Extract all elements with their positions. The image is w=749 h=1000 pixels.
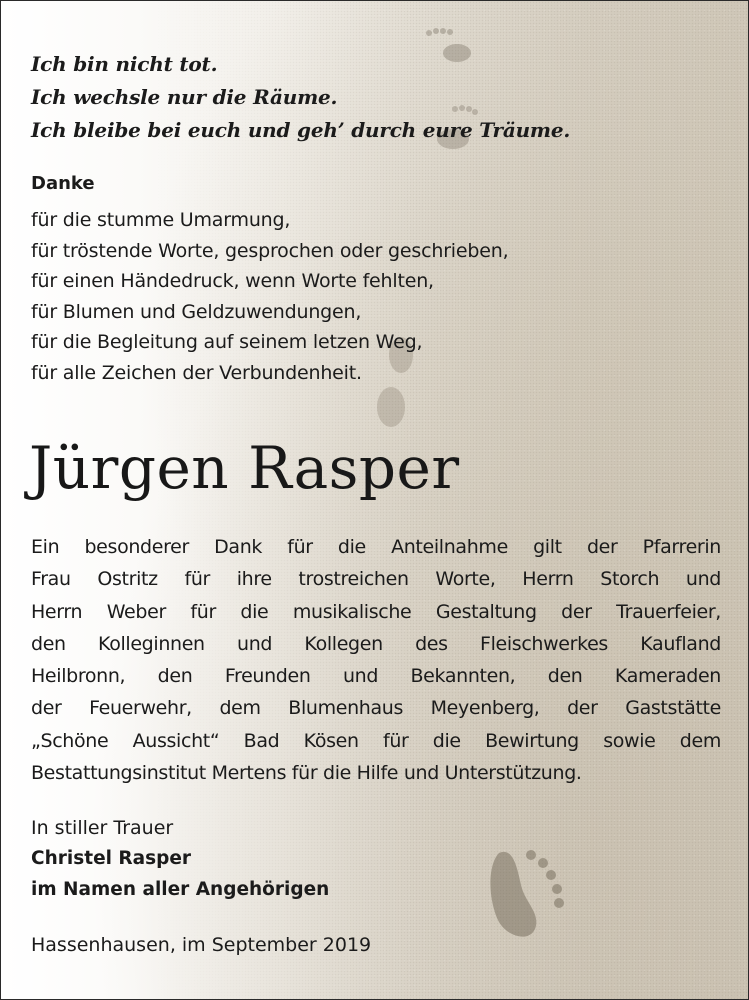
- thanks-line: für alle Zeichen der Verbundenheit.: [31, 361, 362, 384]
- poem-line: Ich wechsle nur die Räume.: [31, 85, 338, 109]
- acknowledgement-paragraph: [31, 531, 721, 789]
- poem-line: Ich bleibe bei euch und geh’ durch eure Träume.: [31, 118, 571, 142]
- acknowledgement-line: der Feuerwehr, dem Blumenhaus Meyenberg, der Gaststätte: [31, 697, 721, 720]
- signature-family: im Namen aller Angehörigen: [31, 879, 330, 900]
- acknowledgement-line: Heilbronn, den Freunden und Bekannten, den Kameraden: [31, 665, 721, 688]
- thanks-heading: Danke: [31, 173, 95, 194]
- deceased-name: Jürgen Rasper: [29, 434, 460, 502]
- acknowledgement-line: Bestattungsinstitut Mertens für die Hilfe und Unterstützung.: [31, 762, 582, 785]
- thanks-list: [31, 205, 508, 388]
- acknowledgement-line: Ein besonderer Dank für die Anteilnahme gilt der Pfarrerin: [31, 536, 721, 558]
- acknowledgement-line: Herrn Weber für die musikalische Gestaltung der Trauerfeier,: [31, 600, 721, 623]
- acknowledgement-line: den Kolleginnen und Kollegen des Fleischwerkes Kaufland: [31, 632, 721, 655]
- footprint-icon: [469, 833, 589, 953]
- poem: [31, 48, 570, 147]
- poem-line: Ich bin nicht tot.: [31, 52, 218, 76]
- acknowledgement-line: „Schöne Aussicht“ Bad Kösen für die Bewirtung sowie dem: [31, 729, 721, 752]
- place-date: Hassenhausen, im September 2019: [31, 934, 372, 956]
- signature-closing: In stiller Trauer: [31, 817, 174, 839]
- thanks-line: für einen Händedruck, wenn Worte fehlten,: [31, 270, 434, 292]
- signature-name: Christel Rasper: [31, 848, 192, 869]
- thanks-line: für tröstende Worte, gesprochen oder geschrieben,: [31, 239, 509, 262]
- acknowledgement-line: Frau Ostritz für ihre trostreichen Worte, Herrn Storch und: [31, 568, 721, 591]
- thanks-line: für die Begleitung auf seinem letzen Weg,: [31, 331, 423, 353]
- thanks-line: für die stumme Umarmung,: [31, 209, 291, 231]
- thanks-line: für Blumen und Geldzuwendungen,: [31, 300, 362, 323]
